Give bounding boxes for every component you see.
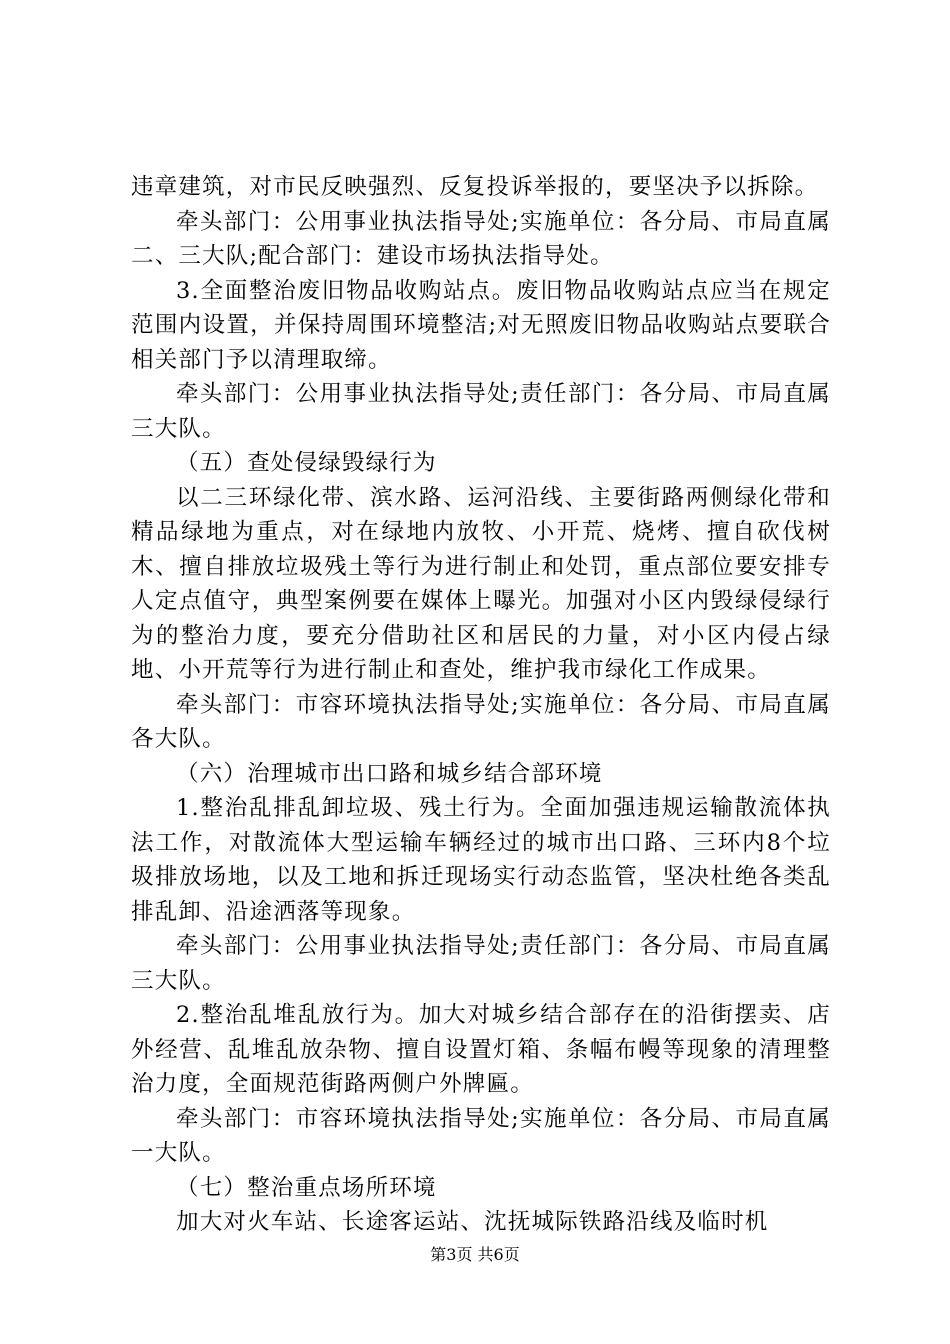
paragraph: 3.全面整治废旧物品收购站点。废旧物品收购站点应当在规定范围内设置，并保持周围环境整洁;对无照废旧物品收购站点要联合相关部门予以清理取缔。 (131, 277, 831, 373)
paragraph: 牵头部门：市容环境执法指导处;实施单位：各分局、市局直属各大队。 (131, 691, 831, 752)
paragraph: 牵头部门：公用事业执法指导处;责任部门：各分局、市局直属三大队。 (131, 381, 831, 442)
paragraph: 牵头部门：公用事业执法指导处;实施单位：各分局、市局直属二、三大队;配合部门：建设市场执法指导处。 (131, 208, 831, 269)
section-heading: （五）查处侵绿毁绿行为 (176, 450, 437, 476)
paragraph: 2.整治乱堆乱放行为。加大对城乡结合部存在的沿街摆卖、店外经营、乱堆乱放杂物、擅自设置灯箱、条幅布幔等现象的清理整治力度，全面规范街路两侧户外牌匾。 (131, 1002, 831, 1097)
paragraph: 违章建筑，对市民反映强烈、反复投诉举报的，要坚决予以拆除。 (131, 174, 819, 200)
paragraph: 加大对火车站、长途客运站、沈抚城际铁路沿线及临时机 (176, 1209, 769, 1235)
paragraph: 1.整治乱排乱卸垃圾、残土行为。全面加强违规运输散流体执法工作，对散流体大型运输车辆经过的城市出口路、三环内8个垃圾排放场地，以及工地和拆迁现场实行动态监管，坚决杜绝各类乱排乱卸、沿途洒落等现象。 (131, 795, 831, 925)
paragraph: 牵头部门：公用事业执法指导处;责任部门：各分局、市局直属三大队。 (131, 933, 831, 994)
section-heading: （六）治理城市出口路和城乡结合部环境 (176, 760, 603, 787)
paragraph: 牵头部门：市容环境执法指导处;实施单位：各分局、市局直属一大队。 (131, 1105, 831, 1166)
page-number-footer: 第3页 共6页 (430, 1245, 520, 1264)
section-heading: （七）整治重点场所环境 (176, 1174, 437, 1201)
document-body (131, 170, 831, 1240)
paragraph: 以二三环绿化带、滨水路、运河沿线、主要街路两侧绿化带和精品绿地为重点，对在绿地内放牧、小开荒、烧烤、擅自砍伐树木、擅自排放垃圾残土等行为进行制止和处罚，重点部位要安排专人定点值守，典型案例要在媒体上曝光。加强对小区内毁绿侵绿行为的整治力度，要充分借助社区和居民的力量，对小区内侵占绿地、小开荒等行为进行制止和查处，维护我市绿化工作成果。 (131, 484, 831, 683)
